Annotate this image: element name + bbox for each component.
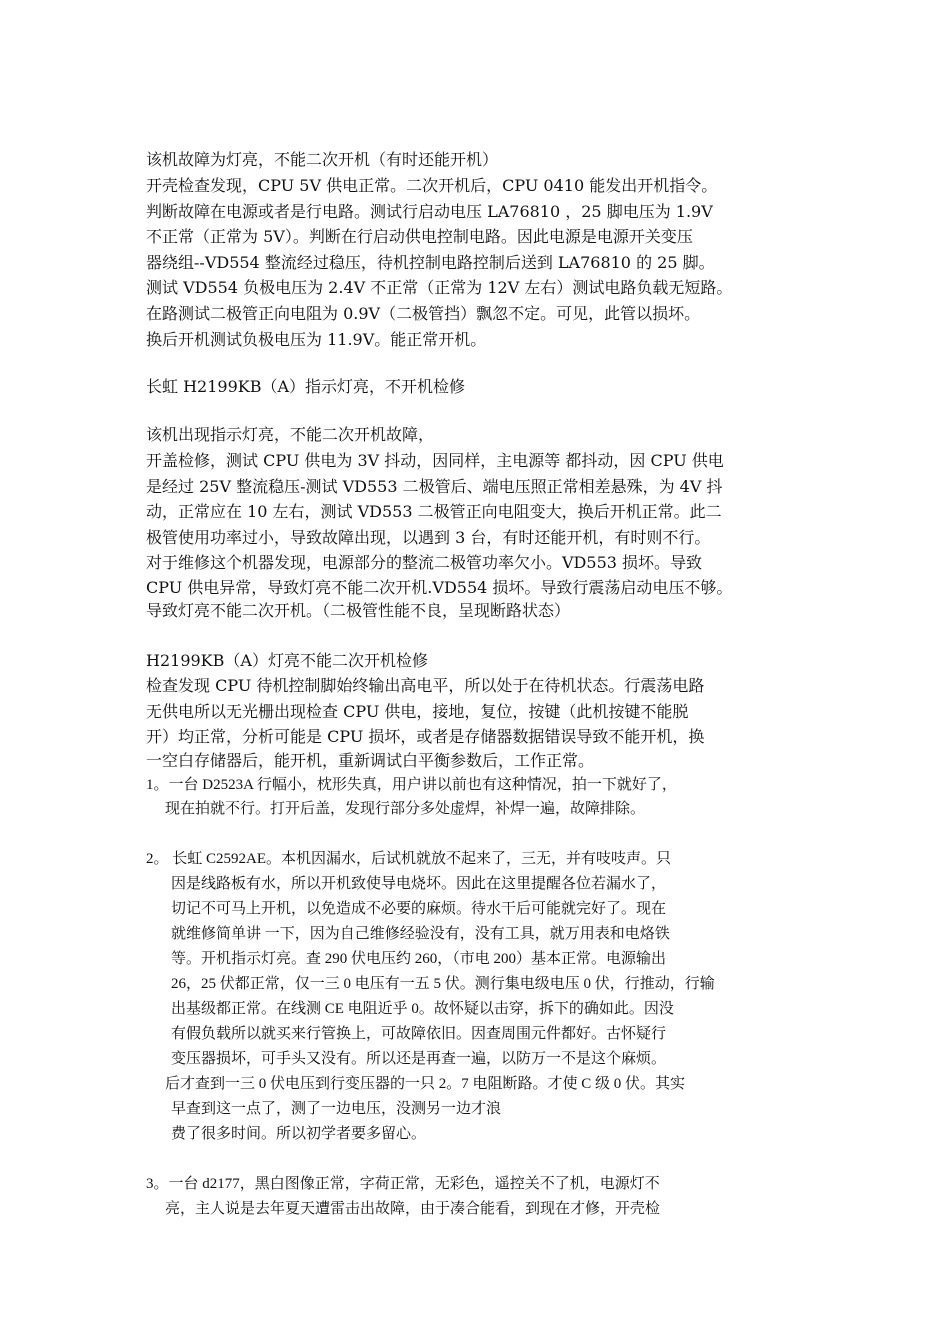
list-item-line: 就维修简单讲 一下，因为自己维修经验没有，没有工具，就万用表和电烙铁 [171,926,670,942]
list-item-line: 早查到这一点了，测了一边电压，没测另一边才浪 [171,1101,502,1117]
paragraph-line: 对于维修这个机器发现，电源部分的整流二极管功率欠小。VD553 损坏。导致 [146,553,703,572]
paragraph-line: 判断故障在电源或者是行电路。测试行启动电压 LA76810 ，25 脚电压为 1.9V [146,202,713,221]
paragraph-line: 换后开机测试负极电压为 11.9V。能正常开机。 [146,330,487,349]
paragraph-line: 该机出现指示灯亮，不能二次开机故障， [146,425,435,444]
paragraph-line: 一空白存储器后，能开机，重新调试白平衡参数后，工作正常。 [146,751,595,770]
paragraph-line: 无供电所以无光栅出现检查 CPU 供电，接地，复位，按键（此机按键不能脱 [146,702,689,721]
paragraph-line: 动，正常应在 10 左右，测试 VD553 二极管正向电阻变大，换后开机正常。此二 [146,502,722,521]
list-item-line: 3。一台 d2177，黑白图像正常，字荷正常，无彩色，遥控关不了机，电源灯不 [146,1176,660,1192]
list-item-line: 变压器损坏，可手头又没有。所以还是再查一遍，以防万一不是这个麻烦。 [171,1051,667,1067]
list-item-line: 亮，主人说是去年夏天遭雷击出故障，由于凑合能看，到现在才修，开壳检 [165,1201,661,1217]
paragraph-line: 该机故障为灯亮，不能二次开机（有时还能开机） [146,150,499,169]
paragraph-line: 不正常（正常为 5V）。判断在行启动供电控制电路。因此电源是电源开关变压 [146,227,693,246]
paragraph-line: 是经过 25V 整流稳压-测试 VD553 二极管后、端电压照正常相差悬殊，为 4V 抖 [146,477,723,496]
list-item-line: 出基级都正常。在线测 CE 电阻近乎 0。故怀疑以击穿，拆下的确如此。因没 [171,1001,674,1017]
section-heading: H2199KB（A）灯亮不能二次开机检修 [146,651,428,670]
paragraph-line: 导致灯亮不能二次开机。（二极管性能不良，呈现断路状态） [146,601,571,620]
paragraph-line: 极管使用功率过小，导致故障出现，以遇到 3 台，有时还能开机，有时则不行。 [146,528,711,547]
list-item-line: 费了很多时间。所以初学者要多留心。 [171,1126,427,1142]
paragraph-line: 测试 VD554 负极电压为 2.4V 不正常（正常为 12V 左右）测试电路负载无短路。 [146,278,733,297]
list-item-line: 26，25 伏都正常，仅一三 0 电压有一五 5 伏。测行集电级电压 0 伏，行推动，行输 [171,976,715,992]
list-item-line: 等。开机指示灯亮。查 290 伏电压约 260，（市电 200）基本正常。电源输出 [171,951,667,967]
list-item-line: 1。一台 D2523A 行幅小，枕形失真，用户讲以前也有这种情况，拍一下就好了， [146,777,677,793]
list-item-line: 有假负载所以就买来行管换上，可故障依旧。因查周围元件都好。古怀疑行 [171,1026,667,1042]
paragraph-line: 检查发现 CPU 待机控制脚始终输出高电平，所以处于在待机状态。行震荡电路 [146,676,705,695]
paragraph-line: 开壳检查发现，CPU 5V 供电正常。二次开机后，CPU 0410 能发出开机指令。 [146,176,718,195]
list-item-line: 切记不可马上开机，以免造成不必要的麻烦。待水干后可能就完好了。现在 [171,901,667,917]
paragraph-line: CPU 供电异常，导致灯亮不能二次开机.VD554 损坏。导致行震荡启动电压不够。 [146,578,733,597]
list-item-line: 因是线路板有水，所以开机致使导电烧坏。因此在这里提醒各位若漏水了， [171,876,667,892]
list-item-line: 后才查到一三 0 伏电压到行变压器的一只 2。7 电阻断路。才使 C 级 0 伏。其实 [165,1076,686,1092]
list-item-line: 2。 长虹 C2592AE。本机因漏水，后试机就放不起来了，三无，并有吱吱声。只 [146,851,672,867]
paragraph-line: 开）均正常，分析可能是 CPU 损坏，或者是存储器数据错误导致不能开机，换 [146,727,705,746]
paragraph-line: 在路测试二极管正向电阻为 0.9V（二极管挡）飘忽不定。可见，此管以损坏。 [146,304,701,323]
list-item-line: 现在拍就不行。打开后盖，发现行部分多处虚焊，补焊一遍，故障排除。 [165,801,646,817]
paragraph-line: 开盖检修，测试 CPU 供电为 3V 抖动，因同样，主电源等 都抖动，因 CPU 供电 [146,451,724,470]
section-heading: 长虹 H2199KB（A）指示灯亮，不开机检修 [146,377,466,396]
paragraph-line: 器绕组--VD554 整流经过稳压，待机控制电路控制后送到 LA76810 的 25 脚。 [146,253,715,272]
